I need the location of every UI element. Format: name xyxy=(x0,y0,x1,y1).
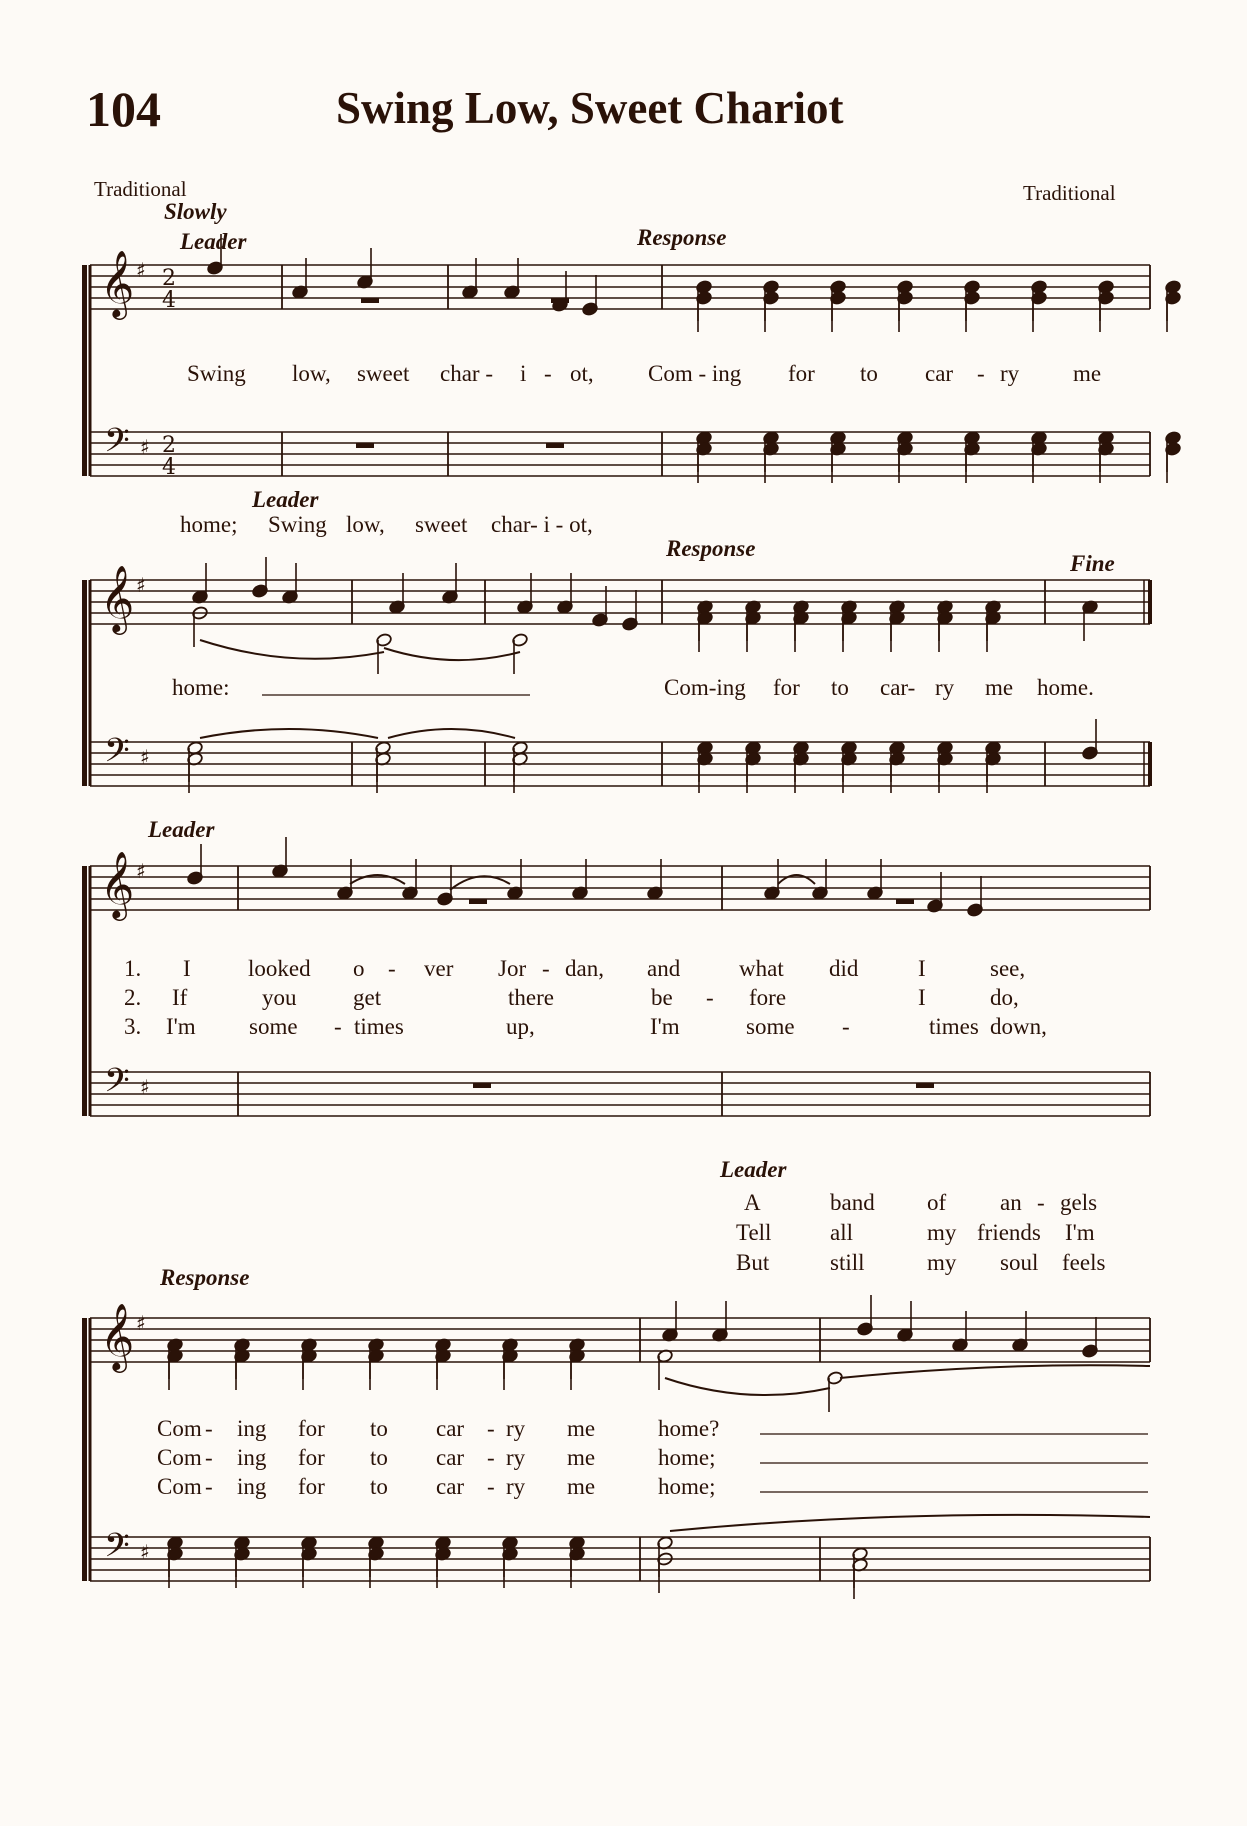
lyric-syllable: you xyxy=(262,985,297,1010)
lyric-syllable: sweet xyxy=(357,361,410,386)
lyric-syllable: car xyxy=(436,1445,465,1470)
lyric-syllable: char - xyxy=(440,361,493,386)
lyric-syllable: But xyxy=(736,1250,770,1275)
sharp-sign: ♯ xyxy=(136,258,146,282)
hymn-title: Swing Low, Sweet Chariot xyxy=(336,83,844,133)
lyric-syllable: to xyxy=(831,675,849,700)
lyric-syllable: times xyxy=(929,1014,979,1039)
lyric-syllable: of xyxy=(927,1190,947,1215)
whole-rest xyxy=(896,899,914,904)
sharp-sign: ♯ xyxy=(140,745,150,769)
lyric-syllable: to xyxy=(370,1416,388,1441)
lyric-syllable: band xyxy=(830,1190,875,1215)
slur xyxy=(200,729,378,738)
lyric-syllable: ry xyxy=(506,1445,526,1470)
lyric-syllable: Swing xyxy=(187,361,246,386)
sharp-sign: ♯ xyxy=(140,1540,150,1564)
words-credit: Traditional xyxy=(94,177,187,201)
lyric-syllable: ing xyxy=(237,1445,267,1470)
lyric-syllable: what xyxy=(739,956,784,981)
slur xyxy=(388,729,515,738)
lyric-syllable: me xyxy=(567,1416,596,1441)
whole-rest xyxy=(551,298,569,303)
lyric-syllable: A xyxy=(744,1190,761,1215)
lyric-syllable: to xyxy=(860,361,878,386)
lyric-syllable: ry xyxy=(506,1474,526,1499)
leader-label: Leader xyxy=(148,817,215,842)
lyric-syllable: and xyxy=(647,956,681,981)
bass-clef: 𝄢 xyxy=(104,422,130,468)
lyric-syllable: car xyxy=(436,1474,465,1499)
lyric-syllable: I'm xyxy=(166,1014,196,1039)
lyric-syllable: see, xyxy=(990,956,1026,981)
verse-number: 2. xyxy=(124,985,142,1010)
sharp-sign: ♯ xyxy=(140,435,150,459)
lyric-syllable: Com - ing xyxy=(648,361,742,386)
verse-number: 1. xyxy=(124,956,142,981)
time-signature: 2 xyxy=(162,433,176,458)
lyric-syllable: o xyxy=(353,956,365,981)
lyric-syllable: - xyxy=(487,1416,495,1441)
sharp-sign: ♯ xyxy=(136,1311,146,1335)
bass-clef: 𝄢 xyxy=(104,732,130,778)
lyric-syllable: home. xyxy=(1037,675,1094,700)
lyric-syllable: do, xyxy=(990,985,1019,1010)
lyric-syllable: - xyxy=(842,1014,850,1039)
lyric-syllable: some xyxy=(249,1014,298,1039)
lyric-syllable: I'm xyxy=(1065,1220,1095,1245)
leader-label: Leader xyxy=(180,229,247,254)
lyric-syllable: feels xyxy=(1062,1250,1106,1275)
lyric-syllable: home; xyxy=(658,1474,716,1499)
lyric-syllable: to xyxy=(370,1474,388,1499)
hymn-number: 104 xyxy=(86,81,161,137)
lyric-syllable: - xyxy=(388,956,396,981)
lyric-syllable: me xyxy=(567,1445,596,1470)
response-label: Response xyxy=(666,536,756,561)
lyric-syllable: up, xyxy=(506,1014,535,1039)
treble-clef: 𝄞 xyxy=(100,1302,135,1370)
lyric-syllable: - xyxy=(205,1445,213,1470)
lyric-syllable: times xyxy=(354,1014,404,1039)
bass-clef: 𝄢 xyxy=(104,1062,130,1108)
lyric-syllable: sweet xyxy=(415,512,468,537)
lyric-syllable: Com-ing xyxy=(664,675,746,700)
whole-rest xyxy=(356,443,374,448)
lyric-syllable: fore xyxy=(749,985,787,1010)
slur xyxy=(384,648,520,660)
response-label: Response xyxy=(160,1265,250,1290)
lyric-syllable: home? xyxy=(658,1416,720,1441)
lyric-syllable: some xyxy=(746,1014,795,1039)
lyric-syllable: - xyxy=(487,1445,495,1470)
lyric-syllable: gels xyxy=(1060,1190,1098,1215)
leader-label: Leader xyxy=(252,487,319,512)
lyric-syllable: Jor xyxy=(498,956,527,981)
lyric-syllable: soul xyxy=(1000,1250,1039,1275)
lyric-syllable: - xyxy=(205,1474,213,1499)
lyric-syllable: Swing xyxy=(268,512,327,537)
slur xyxy=(670,1515,1150,1531)
lyric-syllable: Com xyxy=(157,1416,202,1441)
lyric-syllable: ot, xyxy=(570,361,594,386)
music-credit: Traditional xyxy=(1023,181,1116,205)
lyric-syllable: ry xyxy=(506,1416,526,1441)
lyric-syllable: me xyxy=(567,1474,596,1499)
lyric-syllable: ry xyxy=(1000,361,1020,386)
whole-rest xyxy=(546,443,564,448)
lyric-syllable: i xyxy=(520,361,527,386)
lyric-syllable: there xyxy=(508,985,554,1010)
lyric-syllable: Com xyxy=(157,1474,202,1499)
lyric-syllable: down, xyxy=(990,1014,1047,1039)
lyric-syllable: my xyxy=(927,1250,957,1275)
lyric-syllable: for xyxy=(298,1445,325,1470)
lyric-syllable: car xyxy=(925,361,954,386)
time-signature: 2 xyxy=(162,266,176,291)
lyric-syllable: Com xyxy=(157,1445,202,1470)
lyric-syllable: ry xyxy=(935,675,955,700)
lyric-syllable: char- i - ot, xyxy=(491,512,593,537)
bass-clef: 𝄢 xyxy=(104,1527,130,1573)
lyric-syllable: - xyxy=(487,1474,495,1499)
lyric-syllable: looked xyxy=(248,956,311,981)
lyric-syllable: home; xyxy=(658,1445,716,1470)
lyric-syllable: for xyxy=(788,361,815,386)
lyric-syllable: - xyxy=(544,361,552,386)
lyric-syllable: all xyxy=(830,1220,853,1245)
time-signature: 4 xyxy=(162,455,176,480)
tempo-marking: Slowly xyxy=(164,199,227,224)
lyric-syllable: for xyxy=(773,675,800,700)
sharp-sign: ♯ xyxy=(140,1075,150,1099)
lyric-syllable: ing xyxy=(237,1474,267,1499)
slur xyxy=(840,1365,1150,1378)
verse-number: 3. xyxy=(124,1014,142,1039)
lyric-syllable: If xyxy=(172,985,188,1010)
lyric-syllable: car- xyxy=(880,675,916,700)
system-brace xyxy=(82,866,87,1116)
treble-clef: 𝄞 xyxy=(100,249,135,317)
lyric-syllable: home: xyxy=(172,675,230,700)
lyric-syllable: low, xyxy=(292,361,331,386)
lyric-syllable: did xyxy=(829,956,859,981)
lyric-syllable: Tell xyxy=(736,1220,772,1245)
lyric-syllable: low, xyxy=(346,512,385,537)
leader-label: Leader xyxy=(720,1157,787,1182)
lyric-syllable: - xyxy=(205,1416,213,1441)
lyric-syllable: me xyxy=(1073,361,1102,386)
lyric-syllable: for xyxy=(298,1474,325,1499)
lyric-syllable: to xyxy=(370,1445,388,1470)
lyric-syllable: an xyxy=(1000,1190,1022,1215)
whole-rest xyxy=(361,298,379,303)
lyric-syllable: - xyxy=(1037,1190,1045,1215)
lyric-syllable: - xyxy=(334,1014,342,1039)
lyric-syllable: I'm xyxy=(650,1014,680,1039)
lyric-syllable: I xyxy=(918,985,926,1010)
lyric-syllable: - xyxy=(542,956,550,981)
sharp-sign: ♯ xyxy=(136,573,146,597)
slur xyxy=(200,640,384,659)
system-brace xyxy=(82,265,87,476)
lyric-syllable: I xyxy=(183,956,191,981)
lyric-syllable: friends xyxy=(977,1220,1041,1245)
lyric-syllable: ver xyxy=(424,956,454,981)
treble-clef: 𝄞 xyxy=(100,850,135,918)
lyric-syllable: be xyxy=(651,985,673,1010)
treble-clef: 𝄞 xyxy=(100,564,135,632)
system-brace xyxy=(82,1318,87,1581)
time-signature: 4 xyxy=(162,288,176,313)
fine-label: Fine xyxy=(1070,551,1115,576)
sharp-sign: ♯ xyxy=(136,859,146,883)
lyric-syllable: my xyxy=(927,1220,957,1245)
lyric-syllable: car xyxy=(436,1416,465,1441)
system-brace xyxy=(82,580,87,786)
lyric-syllable: me xyxy=(985,675,1014,700)
whole-rest xyxy=(916,1083,934,1088)
lyric-syllable: still xyxy=(830,1250,865,1275)
lyric-syllable: I xyxy=(918,956,926,981)
response-label: Response xyxy=(637,225,727,250)
lyric-syllable: get xyxy=(353,985,382,1010)
lyric-syllable: - xyxy=(977,361,985,386)
lyric-syllable: ing xyxy=(237,1416,267,1441)
whole-rest xyxy=(469,899,487,904)
lyric-syllable: - xyxy=(706,985,714,1010)
lyric-syllable: dan, xyxy=(565,956,604,981)
lyric-syllable: for xyxy=(298,1416,325,1441)
slur xyxy=(665,1378,830,1395)
whole-rest xyxy=(473,1083,491,1088)
lyric-syllable: home; xyxy=(180,512,238,537)
